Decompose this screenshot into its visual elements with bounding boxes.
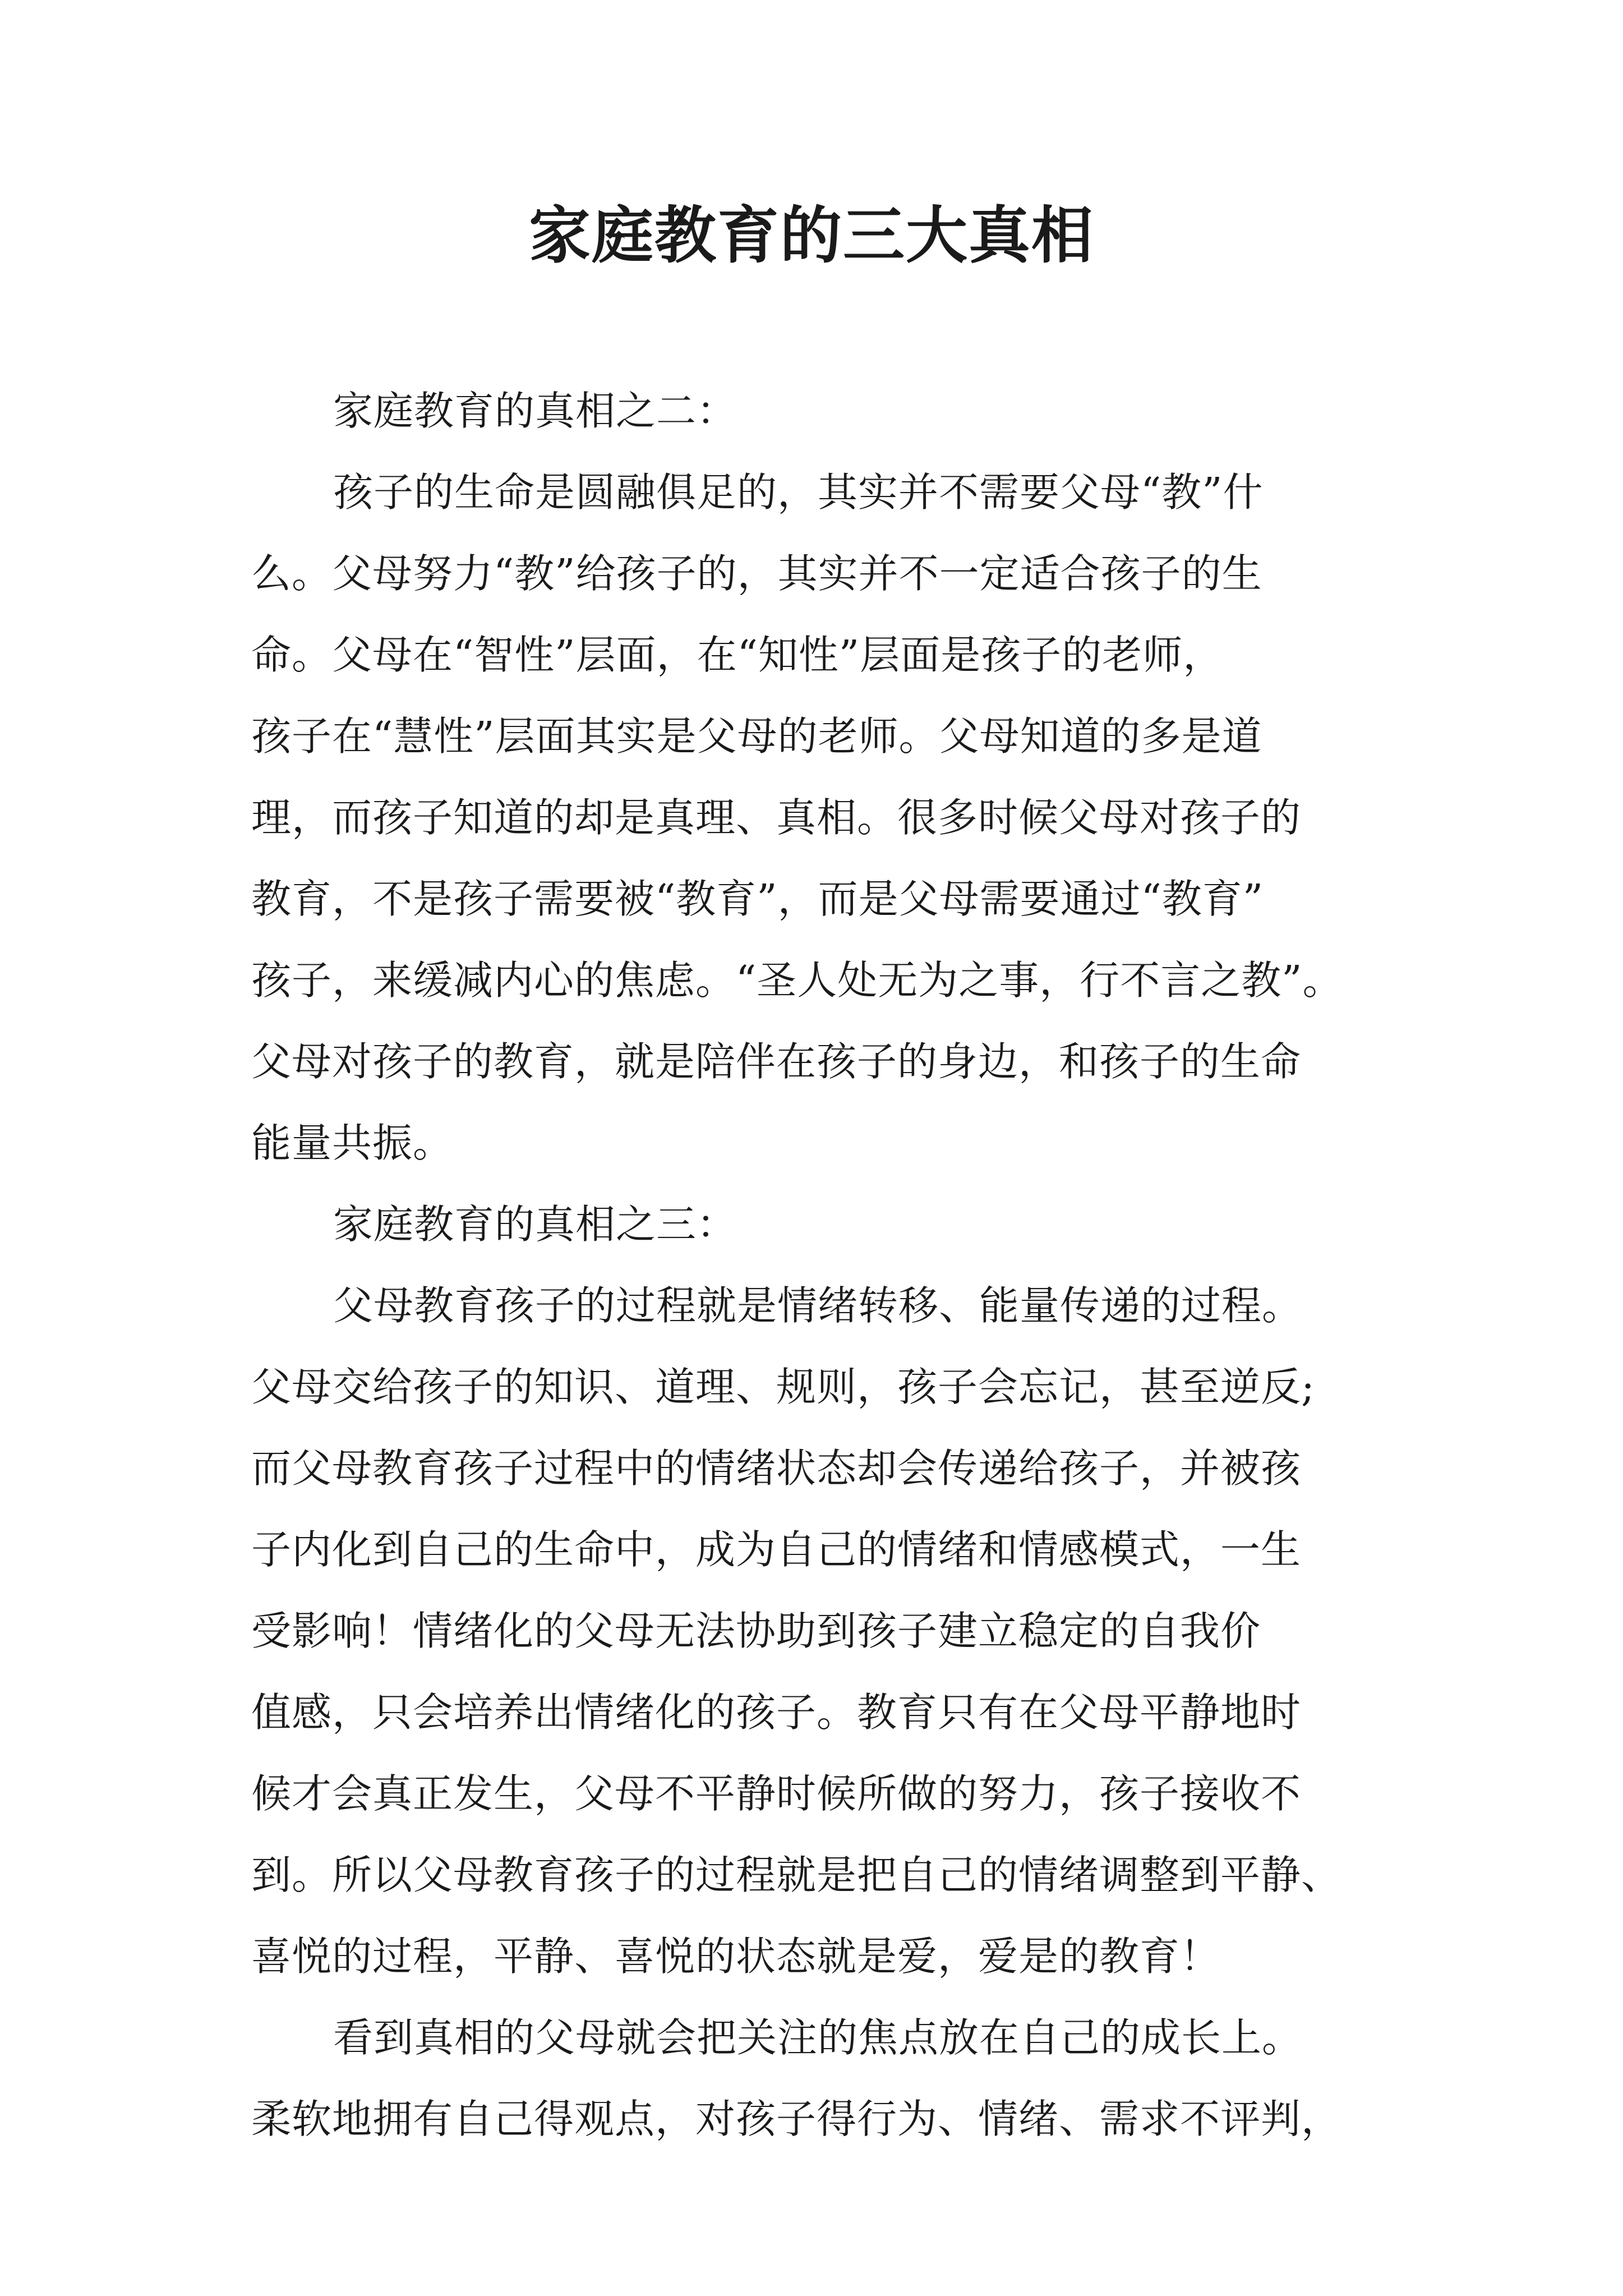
text-line: 子内化到自己的生命中，成为自己的情绪和情感模式，一生 [251, 1526, 1302, 1573]
text-line: 看到真相的父母就会把关注的焦点放在自己的成长上。 [333, 2014, 1303, 2061]
text-line: 而父母教育孩子过程中的情绪状态却会传递给孩子，并被孩 [251, 1445, 1302, 1492]
text-line: 孩子，来缓减内心的焦虑。“圣人处无为之事，行不言之教”。 [251, 957, 1343, 1004]
text-line: 命。父母在“智性”层面，在“知性”层面是孩子的老师， [251, 632, 1224, 678]
text-line: 值感，只会培养出情绪化的孩子。教育只有在父母平静地时 [251, 1689, 1302, 1736]
text-line: 孩子在“慧性”层面其实是父母的老师。父母知道的多是道 [251, 713, 1262, 760]
text-line: 么。父母努力“教”给孩子的，其实并不一定适合孩子的生 [251, 550, 1262, 597]
text-line: 柔软地拥有自己得观点，对孩子得行为、情绪、需求不评判， [251, 2096, 1342, 2142]
document-body [251, 370, 1435, 2160]
text-line: 孩子的生命是圆融俱足的，其实并不需要父母“教”什 [333, 469, 1264, 516]
text-line: 能量共振。 [251, 1120, 454, 1166]
text-line: 候才会真正发生，父母不平静时候所做的努力，孩子接收不 [251, 1770, 1302, 1817]
text-line: 到。所以父母教育孩子的过程就是把自己的情绪调整到平静、 [251, 1852, 1342, 1898]
text-line: 父母对孩子的教育，就是陪伴在孩子的身边，和孩子的生命 [251, 1038, 1302, 1085]
text-line: 家庭教育的真相之二： [333, 388, 737, 434]
text-line: 父母交给孩子的知识、道理、规则，孩子会忘记，甚至逆反; [251, 1364, 1315, 1410]
text-line: 父母教育孩子的过程就是情绪转移、能量传递的过程。 [333, 1282, 1303, 1329]
document-title: 家庭教育的三大真相 [529, 199, 1094, 272]
text-line: 受影响！情绪化的父母无法协助到孩子建立稳定的自我价 [251, 1608, 1261, 1654]
text-line: 教育，不是孩子需要被“教育”，而是父母需要通过“教育” [251, 876, 1264, 922]
text-line: 家庭教育的真相之三： [333, 1201, 737, 1248]
text-line: 喜悦的过程，平静、喜悦的状态就是爱，爱是的教育！ [251, 1933, 1221, 1980]
text-line: 理，而孩子知道的却是真理、真相。很多时候父母对孩子的 [251, 794, 1302, 841]
